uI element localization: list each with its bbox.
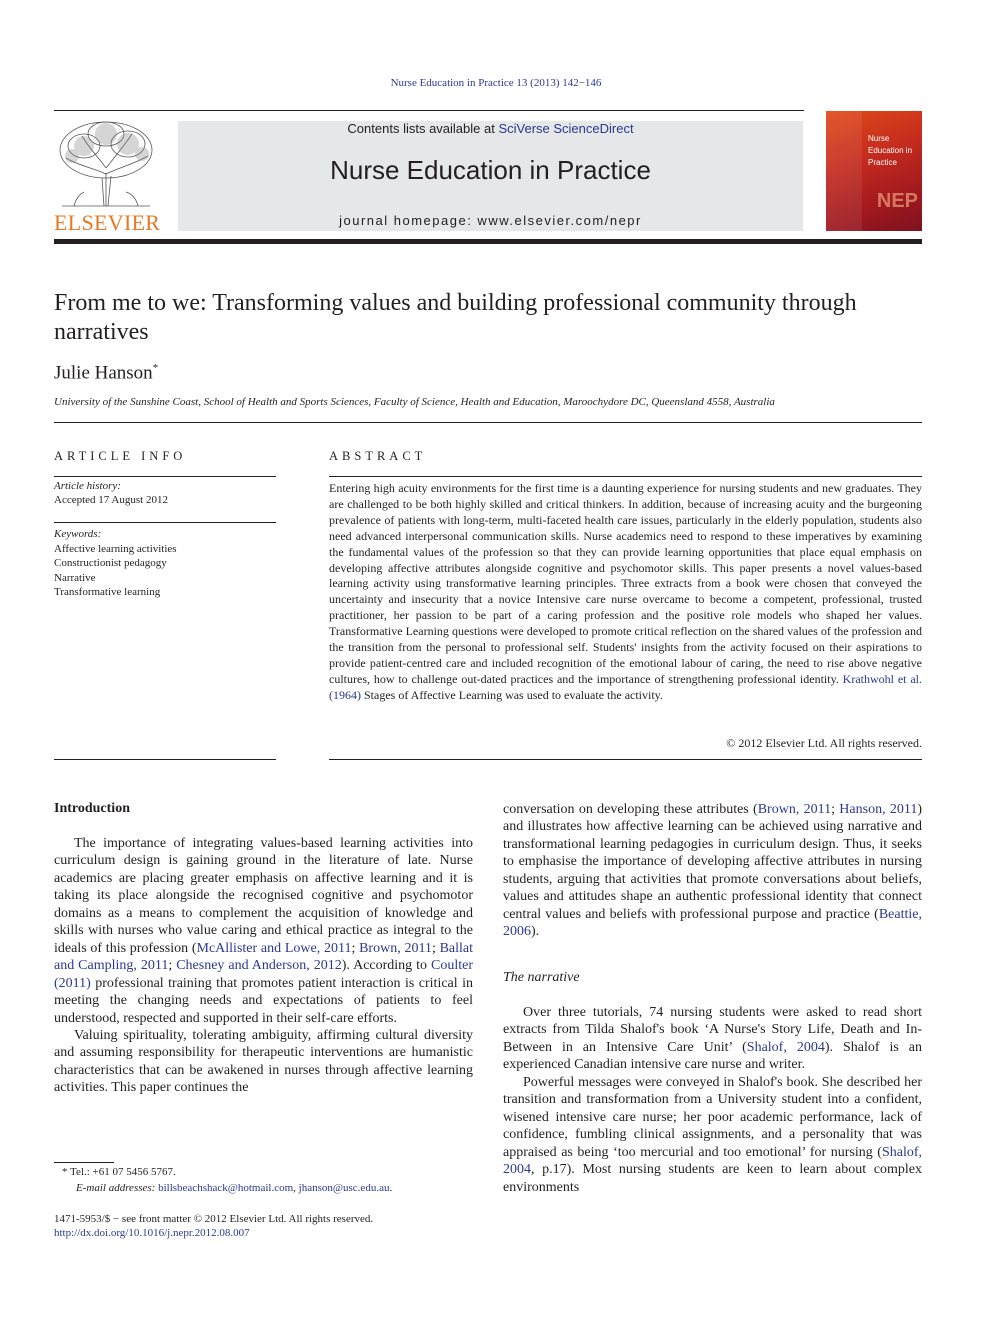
- text-run: professional training that promotes patient interaction is critical in meeting the changing needs and expectations of patients to feel understood, respected and supported in their self-care efforts.: [54, 975, 473, 1026]
- paragraph: [54, 835, 473, 1027]
- article-info-rule: [54, 476, 276, 477]
- text-run: ). Shalof is an experienced Canadian intensive care nurse and writer.: [503, 1039, 922, 1073]
- keyword-item: Constructionist pedagogy: [54, 557, 167, 570]
- citation-link[interactable]: Shalof, 2004: [503, 1144, 922, 1178]
- front-matter-notice: 1471-5953/$ − see front matter © 2012 Elsevier Ltd. All rights reserved.: [54, 1213, 374, 1225]
- journal-masthead: [178, 121, 803, 231]
- article-info-rule: [54, 522, 276, 523]
- contents-line: [178, 121, 803, 136]
- introduction-column: [54, 835, 473, 1097]
- affiliation-rule: [54, 422, 922, 423]
- keyword-item: Affective learning activities: [54, 543, 177, 555]
- text-run: Over three tutorials, 74 nursing students were asked to read short extracts from Tilda Shalof's book ‘A Nurse's Story Life, Death and In-Between in an Intensive Care Unit’ (: [503, 1005, 922, 1055]
- paragraph: Valuing spirituality, tolerating ambiguity, affirming cultural diversity and assuming responsibility for therapeutic interventions are humanistic characteristics that can be awakened in nurses through affective learning activities. This paper continues the: [54, 1027, 473, 1096]
- abstract-heading: ABSTRACT: [329, 449, 427, 463]
- text-run: ;: [431, 940, 440, 956]
- footnote-telephone: * Tel.: +61 07 5456 5767.: [62, 1166, 176, 1178]
- elsevier-logo[interactable]: [54, 118, 161, 235]
- abstract-copyright: © 2012 Elsevier Ltd. All rights reserved.: [726, 736, 922, 750]
- history-value: Accepted 17 August 2012: [54, 494, 168, 506]
- narrative-heading: The narrative: [503, 970, 580, 985]
- journal-citation[interactable]: Nurse Education in Practice 13 (2013) 142−146: [390, 77, 602, 89]
- paragraph: [503, 801, 922, 941]
- author-affiliation: University of the Sunshine Coast, School of Health and Sports Sciences, Faculty of Science, Health and Education, Maroochydore DC, Queensland 4558, Australia: [54, 396, 775, 408]
- header-rule-thick: [54, 239, 922, 244]
- cover-abbrev: NEP: [876, 190, 918, 212]
- abstract-text: [329, 481, 922, 704]
- journal-cover-image[interactable]: [826, 111, 922, 231]
- introduction-continuation: [503, 801, 922, 941]
- text-run: Powerful messages were conveyed in Shalof's book. She described her transition and transformation from a University student into a confident, wisened intensive care nurse; her poor academic performance, lack of confidence, fumbling clinical assignments, and a personality that was appraised as being ‘too mercurial and too emotional’ for nursing (: [503, 1074, 922, 1160]
- text-run: ).: [531, 924, 540, 940]
- citation-link[interactable]: Brown, 2011: [757, 802, 832, 817]
- sciencedirect-link[interactable]: SciVerse ScienceDirect: [498, 121, 634, 136]
- article-title: From me to we: Transforming values and building professional community through narratives: [54, 290, 857, 345]
- author-footnote-mark[interactable]: *: [152, 362, 159, 374]
- header-rule-thin: [54, 110, 804, 111]
- email-separator: ,: [293, 1182, 299, 1194]
- author-name[interactable]: [54, 362, 158, 384]
- text-run: ;: [831, 802, 840, 817]
- email-end: .: [389, 1182, 393, 1194]
- cover-title: Nurse Education in Practice: [868, 134, 913, 167]
- cover-stripe: [826, 111, 862, 231]
- keywords-label: Keywords:: [54, 528, 102, 540]
- keywords-list: [54, 542, 177, 600]
- article-info-heading: ARTICLE INFO: [54, 449, 187, 463]
- abstract-rule: [329, 476, 922, 477]
- citation-link[interactable]: Ballat and Campling, 2011: [54, 940, 474, 974]
- text-run: ;: [168, 958, 177, 974]
- email-link[interactable]: billsbeachshack@hotmail.com: [158, 1182, 294, 1194]
- author-name-text: Julie Hanson: [54, 362, 153, 384]
- journal-homepage-link[interactable]: journal homepage: www.elsevier.com/nepr: [339, 213, 642, 228]
- keyword-item: Narrative: [54, 571, 96, 584]
- citation-link[interactable]: Shalof, 2004: [746, 1039, 825, 1055]
- doi-link[interactable]: http://dx.doi.org/10.1016/j.nepr.2012.08.007: [54, 1227, 250, 1239]
- email-label: E-mail addresses:: [76, 1182, 156, 1194]
- journal-title: Nurse Education in Practice: [330, 155, 651, 185]
- text-run: , p.17). Most nursing students are keen to learn about complex environments: [503, 1162, 922, 1195]
- publisher-wordmark: ELSEVIER: [54, 210, 161, 235]
- text-run: ) and illustrates how affective learning can be achieved using narrative and transformational learning pedagogies in curriculum design. Thus, it seeks to emphasise the importance of developing affective attributes in nursing students, arguing that activities that promote conversations about beliefs, values and attitudes shape an authentic professional identity that connect central values and beliefs with professional purpose and practice (: [503, 802, 923, 922]
- keyword-item: Transformative learning: [54, 586, 161, 599]
- article-info-rule: [54, 759, 276, 760]
- introduction-heading: Introduction: [54, 801, 130, 816]
- citation-link[interactable]: Brown, 2011: [359, 940, 432, 956]
- history-label: Article history:: [54, 480, 121, 492]
- abstract-rule: [329, 759, 922, 760]
- text-run: ). According to: [341, 958, 431, 974]
- citation-link[interactable]: Chesney and Anderson, 2012: [176, 958, 342, 974]
- citation-link[interactable]: McAllister and Lowe, 2011: [196, 940, 352, 956]
- paragraph: [503, 1074, 922, 1196]
- contents-prefix: Contents lists available at: [347, 121, 499, 136]
- text-run: The importance of integrating values-based learning activities into curriculum design is gaining ground in the literature of late. Nurse academics are placing greater emphasis on affective learning and it is taking its place alongside the recognised cognitive and psychomotor domains as a means to complement the acquisition of knowledge and skills with nurses who value caring and ethical practice as integral to the ideals of this profession (: [54, 836, 473, 956]
- tree-icon: [54, 118, 158, 208]
- text-run: ;: [351, 940, 360, 956]
- footnote-emails: [76, 1182, 392, 1194]
- citation-link[interactable]: Hanson, 2011: [839, 802, 918, 817]
- narrative-column: [503, 1004, 922, 1196]
- paragraph: [503, 1004, 922, 1074]
- text-run: conversation on developing these attributes (: [503, 802, 758, 817]
- citation-link[interactable]: Coulter (2011): [54, 958, 473, 991]
- citation-link[interactable]: Beattie, 2006: [503, 906, 922, 940]
- email-link[interactable]: jhanson@usc.edu.au: [298, 1182, 390, 1194]
- citation-link[interactable]: Krathwohl et al. (1964): [329, 671, 922, 702]
- abstract-end-text: Stages of Affective Learning was used to evaluate the activity.: [361, 687, 663, 702]
- footnote-rule: [54, 1162, 114, 1163]
- abstract-main-text: Entering high acuity environments for the first time is a daunting experience for nursing students and new graduates. They are challenged to be both highly skilled and critical thinkers. In addition, because of increasing acuity and the burgeoning prevalence of patients with long-term, multi-faceted health care issues, particularly in the elderly population, students also need advanced interpersonal communication skills. Nurse academics need to respond to these imperatives by examining the fundamental values of the profession so that they can provide learning opportunities that place equal emphasis on developing affective attributes alongside cognitive and psychomotor skills. This paper presents a novel values-based learning activity using transformative learning principles. Three extracts from a book were chosen that conveyed the uncertainty and insecurity that a novice Intensive care nurse overcame to become a competent, professional, trusted practitioner, her passion to be part of a caring profession and the positive role models who shaped her values. Transformative Learning questions were developed to promote critical reflection on the shared values of the profession and the transition from the personal to professional self. Students' insights from the activity focused on their aspirations to provide patient-centred care and included recognition of the emotional labour of caring, the need to rise above negative cultures, how to challenge out-dated practices and the importance of strengthening professional identity.: [329, 481, 922, 686]
